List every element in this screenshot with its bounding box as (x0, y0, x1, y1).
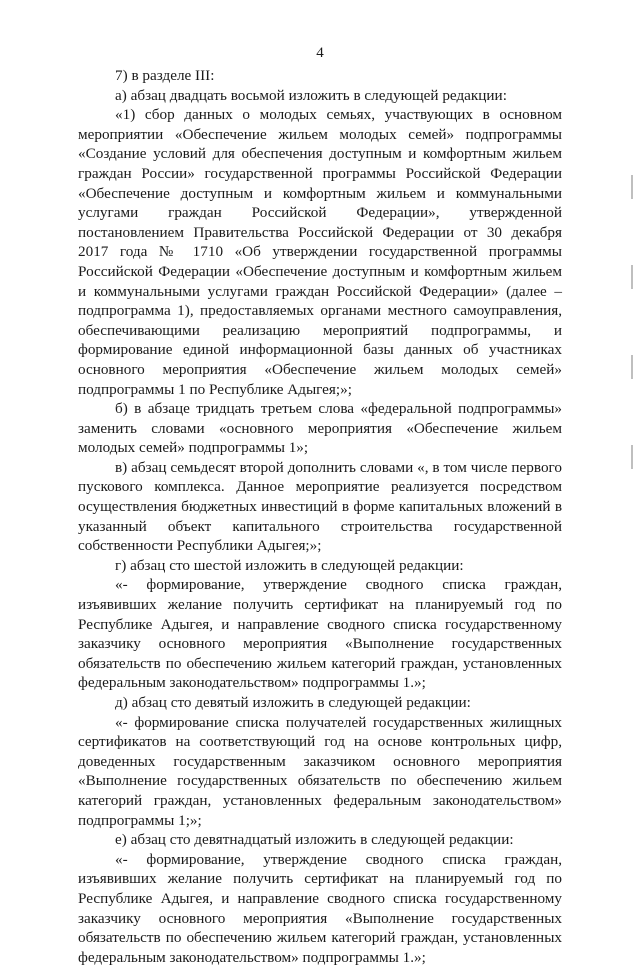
paragraph-quote-d: «- формирование списка получателей государственных жилищных сертификатов на соответствующий год на основе контрольных цифр, доведенных государственным заказчиком основного мероприятия «Выполнение государственных обязательств по обеспечению жильем категорий граждан, установленных федеральным законодательством» подпрограммы 1;»; (78, 713, 562, 829)
paragraph-item-d: д) абзац сто девятый изложить в следующей редакции: (115, 694, 471, 711)
document-body (78, 66, 562, 967)
scan-mark (631, 265, 633, 289)
scan-edge-marks (631, 175, 634, 555)
paragraph-item-b: б) в абзаце тридцать третьем слова «федеральной подпрограммы» заменить словами «основного мероприятия «Обеспечение жильем молодых семей» подпрограммы 1»; (78, 400, 562, 457)
paragraph-section-heading: 7) в разделе III: (115, 67, 215, 84)
paragraph-item-g: г) абзац сто шестой изложить в следующей редакции: (115, 556, 464, 574)
paragraph-item-a: а) абзац двадцать восьмой изложить в следующей редакции: (115, 86, 507, 104)
scan-mark (631, 175, 633, 199)
scan-mark (631, 445, 633, 469)
paragraph-quote-e: «- формирование, утверждение сводного списка граждан, изъявивших желание получить сертификат на планируемый год по Республике Адыгея, и направление сводного списка государственному заказчику основного мероприятия «Выполнение государственных обязательств по обеспечению жильем категорий граждан, установленных федеральным законодательством» подпрограммы 1.»; (78, 850, 562, 966)
paragraph-item-e: е) абзац сто девятнадцатый изложить в следующей редакции: (115, 831, 514, 849)
paragraph-quote-1: «1) сбор данных о молодых семьях, участвующих в основном мероприятии «Обеспечение жильем молодых семей» подпрограммы «Создание условий для обеспечения доступным и комфортным жильем граждан России» государственной программы Российской Федерации «Обеспечение доступным и комфортным жильем и коммунальными услугами граждан Российской Федерации», утвержденной постановлением Правительства Российской Федерации от 30 декабря 2017 года № 1710 «Об утверждении государственной программы Российской Федерации «Обеспечение доступным и комфортным жильем и коммунальными услугами граждан Российской Федерации» (далее – подпрограмма 1), предоставляемых органами местного самоуправления, обеспечивающими реализацию мероприятий подпрограммы, и формирование единой информационной базы данных об участниках основного мероприятия «Обеспечение жильем молодых семей» подпрограммы 1 по Республике Адыгея;»; (78, 106, 562, 398)
page-number: 4 (316, 45, 324, 61)
paragraph-quote-g: «- формирование, утверждение сводного списка граждан, изъявивших желание получить сертификат на планируемый год по Республике Адыгея, и направление сводного списка государственному заказчику основного мероприятия «Выполнение государственных обязательств по обеспечению жильем категорий граждан, установленных федеральным законодательством» подпрограммы 1.»; (78, 576, 562, 692)
paragraph-item-v: в) абзац семьдесят второй дополнить словами «, в том числе первого пускового комплекса. Данное мероприятие реализуется посредством осуществления бюджетных инвестиций в форме капитальных вложений в указанный объект капитального строительства государственной собственности Республики Адыгея;»; (78, 458, 562, 555)
scan-mark (631, 355, 633, 379)
